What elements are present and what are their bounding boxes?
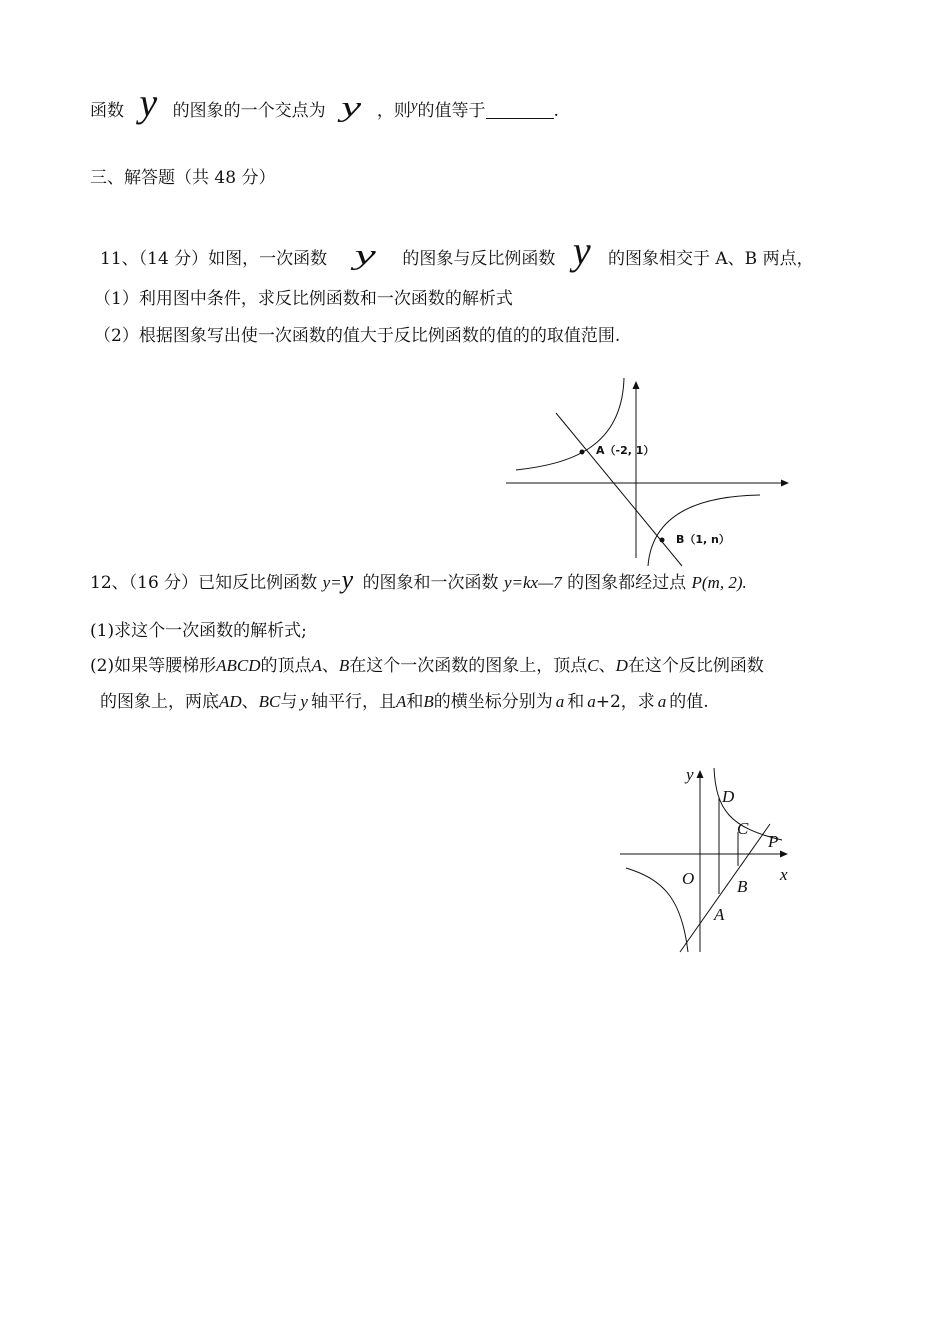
q12-part-2-line-1 (90, 654, 764, 678)
q12-point-p: P(m, 2). (691, 573, 747, 592)
q11-x-arrow (781, 480, 789, 487)
q12-stem-b: 的图象和一次函数 (362, 573, 499, 593)
q12-part2-d: 在这个反比例函数 (627, 656, 764, 676)
q10-y-symbol-2: y (341, 92, 362, 123)
q10-prefix: 函数 (90, 101, 124, 121)
q12-label-y: y (686, 765, 694, 784)
q12-base-ad: AD (219, 692, 242, 711)
q10-y-symbol-1: y (139, 80, 158, 125)
q12-label-x: x (780, 865, 788, 884)
q12-label-c: C (737, 819, 749, 838)
q12-stem-a: 12、（16 分）已知反比例函数 (90, 573, 318, 593)
q12-var-a: a (555, 692, 565, 711)
q11-point-b (660, 538, 665, 543)
q12-part2-j: 和 (567, 692, 585, 712)
q10-suffix: 的值等于 (417, 101, 486, 121)
q12-label-p: P (768, 832, 779, 851)
q12-part2-b: 的顶点 (260, 656, 312, 676)
q12-label-a: A (714, 905, 725, 924)
q11-part-2: （2）根据图象写出使一次函数的值大于反比例函数的值的的取值范围. (94, 326, 621, 346)
q10-tail-line (90, 80, 559, 125)
q12-eq1: y= (322, 573, 342, 592)
q12-hyperbola-branch-left (626, 868, 688, 952)
q12-part2-g: 轴平行，且 (310, 692, 396, 712)
q10-middle: 的图象的一个交点为 (172, 101, 326, 121)
q12-a-again: A (395, 692, 407, 711)
q10-answer-blank[interactable] (486, 102, 554, 119)
q12-part-2-line-2 (100, 690, 709, 714)
q11-label-b: B（1, n） (676, 533, 730, 546)
q12-label-o: O (682, 869, 695, 888)
q12-trapezoid-name: ABCD (216, 656, 261, 675)
q10-end: . (553, 101, 559, 121)
q12-vertex-d: D (615, 656, 628, 675)
q12-var-a3: a (657, 692, 667, 711)
q12-y-symbol: y (341, 565, 354, 594)
q12-eq2: y=kx—7 (503, 573, 562, 592)
q11-stem-b: 的图象与反比例函数 (402, 249, 556, 269)
q11-stem-c: 的图象相交于 A、B 两点， (608, 249, 814, 269)
q11-linear-function-line (556, 413, 682, 566)
q12-part2-k: +2，求 (595, 692, 655, 712)
q11-stem-a: 11、（14 分）如图，一次函数 (100, 249, 328, 269)
q12-part2-h: 和 (406, 692, 424, 712)
q12-part2-f: 与 (280, 692, 298, 712)
q12-sep3: 、 (241, 692, 259, 712)
q11-y-arrow (633, 381, 640, 389)
q12-sep2: 、 (598, 656, 616, 676)
q12-x-arrow (780, 851, 788, 858)
q10-y-symbol-3: y (410, 98, 418, 114)
q12-base-bc: BC (258, 692, 281, 711)
q12-vertex-b: B (338, 656, 350, 675)
q12-stem (90, 565, 747, 595)
q11-figure (500, 378, 800, 568)
q12-b-again: B (423, 692, 434, 711)
q11-part-1: （1）利用图中条件，求反比例函数和一次函数的解析式 (94, 289, 513, 309)
q11-y-symbol-2: y (572, 228, 591, 273)
q12-vertex-c: C (587, 656, 599, 675)
q12-figure (610, 752, 800, 962)
q11-hyperbola-branch-right (648, 495, 760, 566)
q12-y-arrow (697, 770, 704, 778)
q11-stem (100, 228, 814, 273)
q12-sep1: 、 (321, 656, 339, 676)
q12-part2-i: 的横坐标分别为 (433, 692, 553, 712)
q12-linear-function-line (680, 824, 770, 952)
section-3-heading: 三、解答题（共 48 分） (90, 168, 276, 188)
q12-y-axis-name: y (300, 692, 308, 711)
q12-vertex-a: A (311, 656, 322, 675)
q12-var-a2: a (587, 692, 596, 711)
q12-label-d: D (722, 787, 735, 806)
q12-stem-c: 的图象都经过点 (567, 573, 687, 593)
q12-label-b: B (737, 877, 748, 896)
q12-part2-c: 在这个一次函数的图象上，顶点 (349, 656, 588, 676)
q11-label-a: A（-2, 1） (596, 444, 655, 457)
q12-part2-l: 的值. (669, 692, 709, 712)
q12-part2-e: 的图象上，两底 (100, 692, 219, 712)
q11-y-symbol-1: y (354, 240, 376, 271)
q11-point-a (580, 450, 585, 455)
q12-part2-a: (2)如果等腰梯形 (90, 656, 217, 676)
q12-part-1: (1)求这个一次函数的解析式; (90, 621, 307, 641)
q10-comma: ，则 (376, 101, 411, 121)
